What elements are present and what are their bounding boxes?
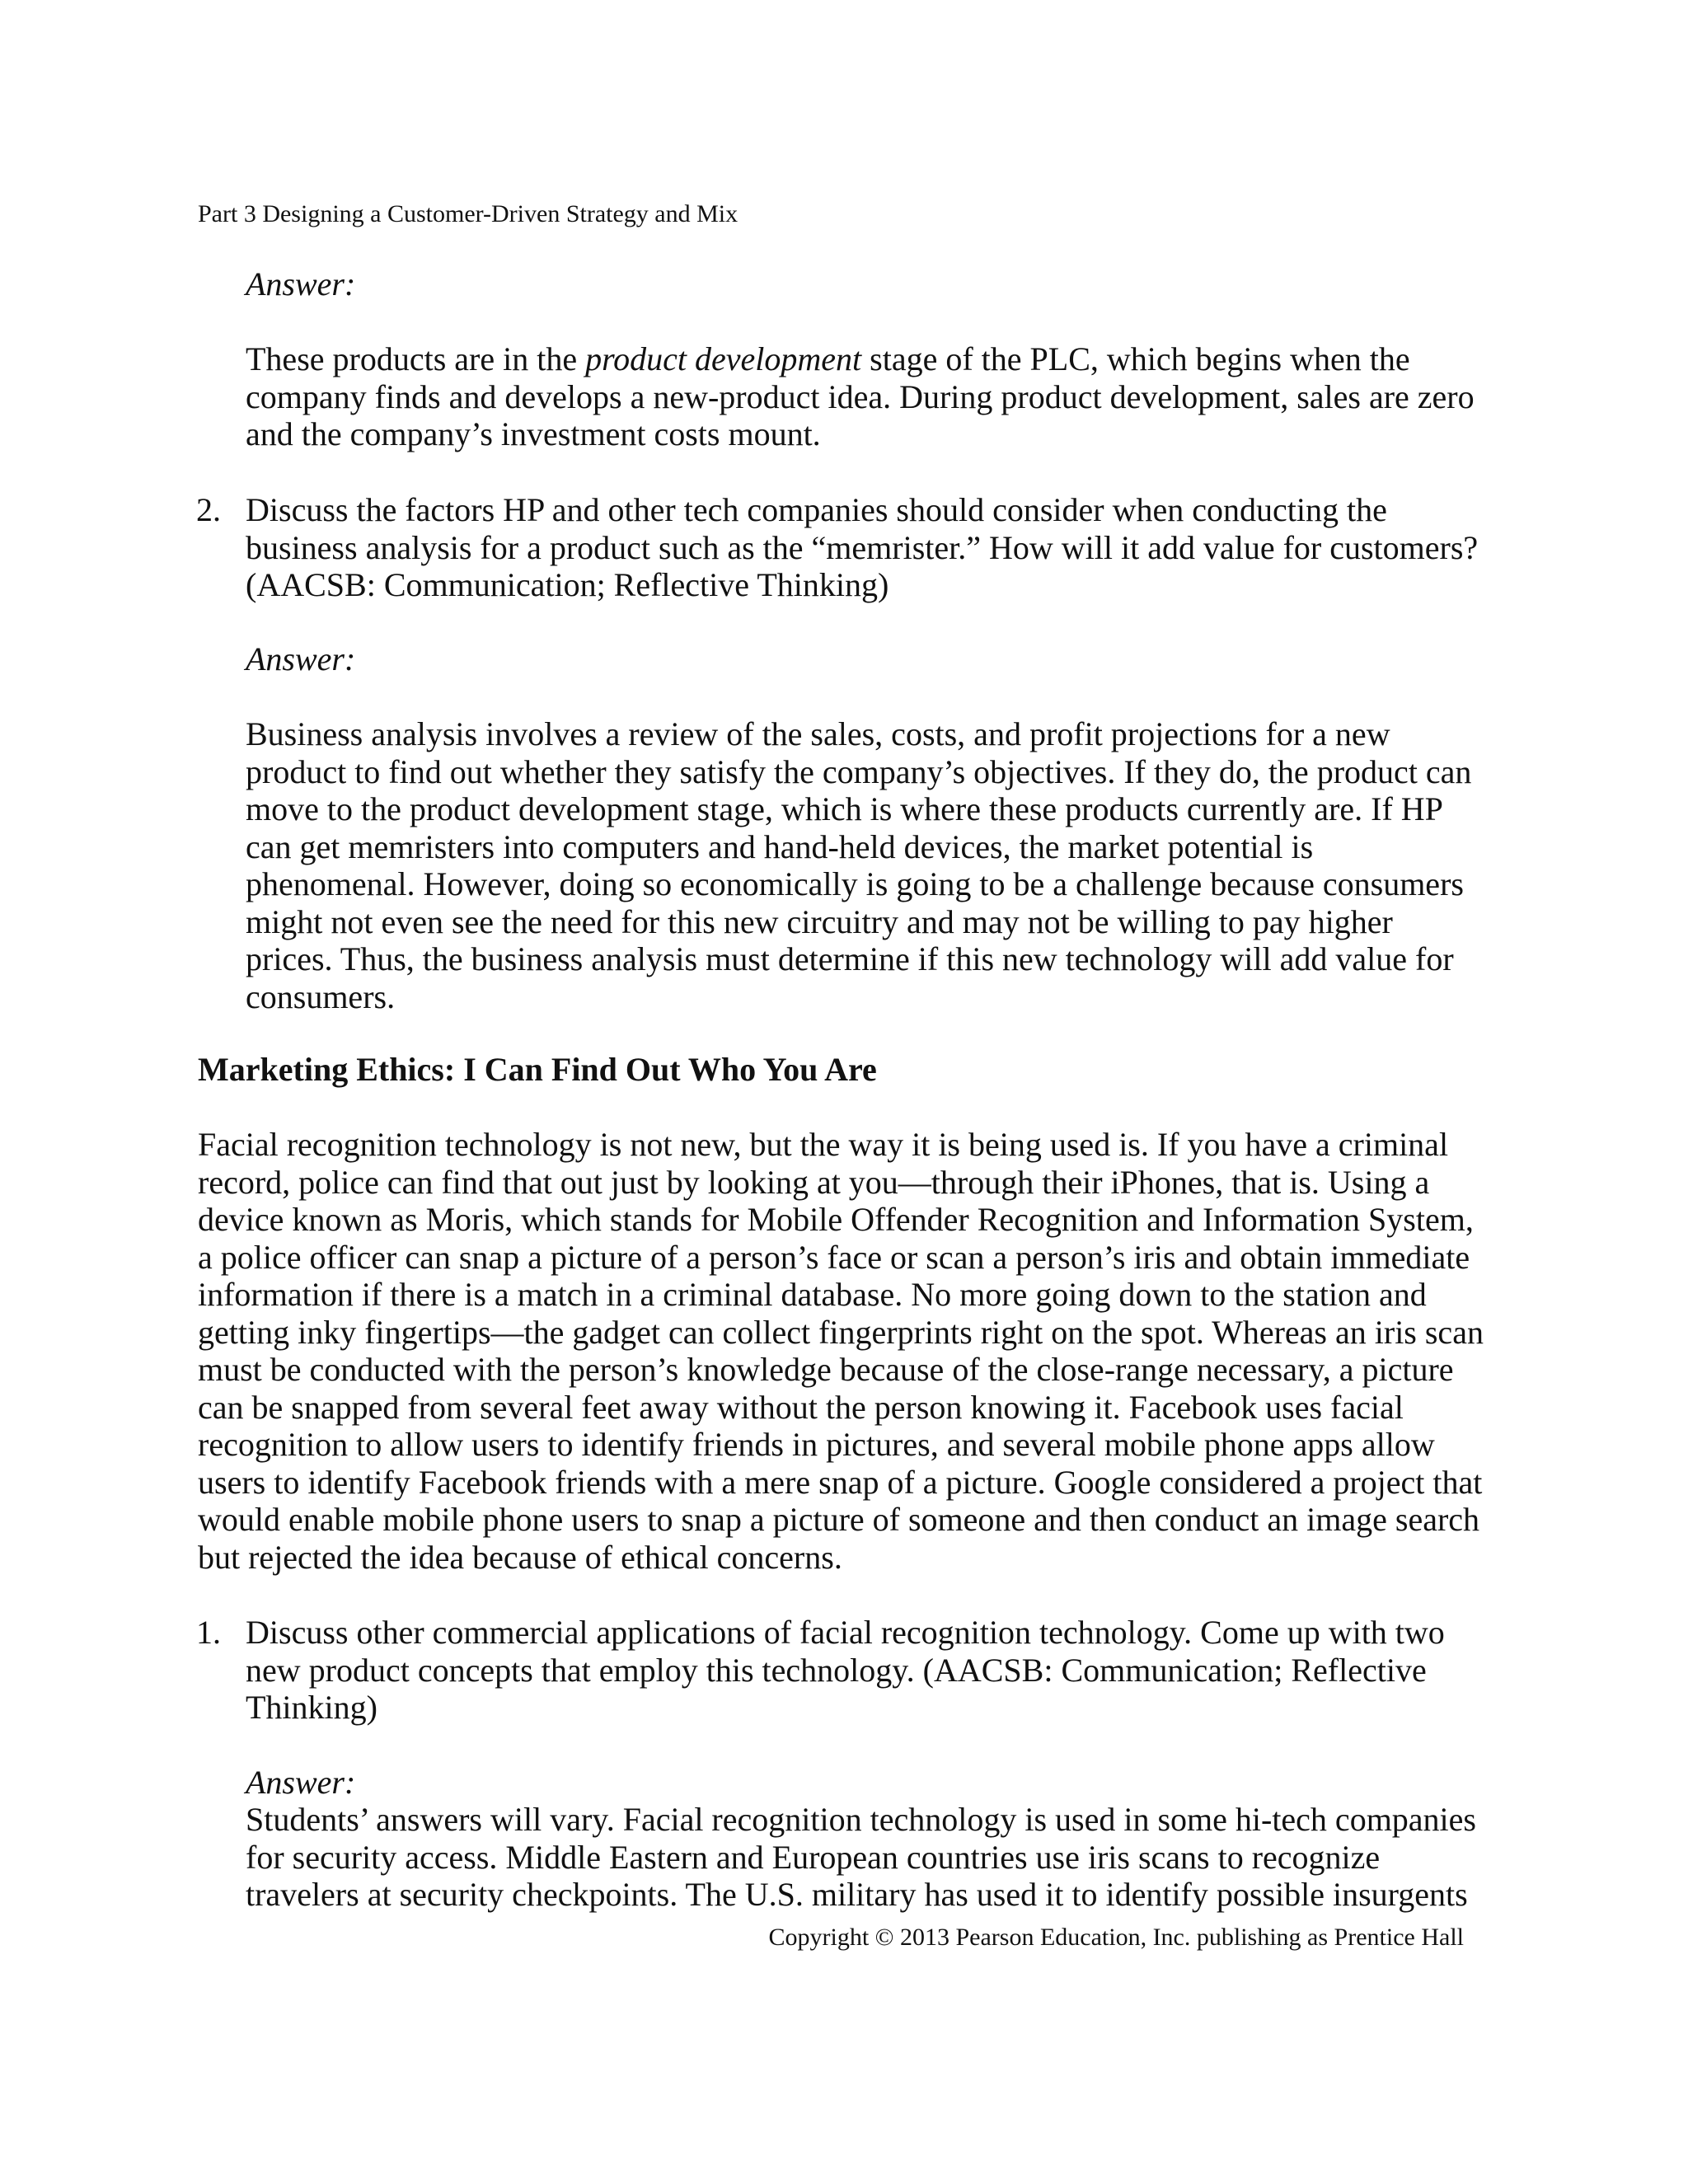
answer-label: Answer: bbox=[246, 1764, 356, 1801]
question-text-block bbox=[246, 1614, 1482, 1727]
answer-text-after: stage of the PLC, which begins when the company finds and develops a new-product idea. During product development, sales are zero and the company’s investment costs mount. bbox=[246, 340, 1475, 452]
section-heading: Marketing Ethics: I Can Find Out Who You Are bbox=[198, 1051, 877, 1088]
copyright-footer: Copyright © 2013 Pearson Education, Inc. publishing as Prentice Hall bbox=[768, 1924, 1464, 1951]
answer-label: Answer: bbox=[246, 640, 356, 677]
answer-text bbox=[246, 340, 1482, 453]
section-paragraph: Facial recognition technology is not new, but the way it is being used is. If you have a criminal record, police can find that out just by looking at you—through their iPhones, that is. Using a device known as Moris, which stands for Mobile Offender Recognition and Information System, a police officer can snap a picture of a person’s face or scan a person’s iris and obtain immediate information if there is a match in a criminal database. No more going down to the station and getting inky fingertips—the gadget can collect fingerprints right on the spot. Whereas an iris scan must be conducted with the person’s knowledge because of the close-range necessary, a picture can be snapped from several feet away without the person knowing it. Facebook uses facial recognition to allow users to identify friends in pictures, and several mobile phone apps allow users to identify Facebook friends with a mere snap of a picture. Google considered a project that would enable mobile phone users to snap a picture of someone and then conduct an image search but rejected the idea because of ethical concerns. bbox=[198, 1126, 1484, 1576]
section-paragraph-block bbox=[198, 1126, 1484, 1576]
answer-paragraph bbox=[246, 1801, 1482, 1914]
answer-paragraph bbox=[246, 340, 1482, 453]
question-number: 2. bbox=[196, 491, 221, 528]
answer-text: Students’ answers will vary. Facial recognition technology is used in some hi-tech companies for security access. Middle Eastern and European countries use iris scans to recognize travelers at security checkpoints. The U.S. military has used it to identify possible insurgents bbox=[246, 1801, 1476, 1913]
answer-label: Answer: bbox=[246, 265, 356, 302]
answer-paragraph bbox=[246, 715, 1482, 1015]
answer-text-before: These products are in the bbox=[246, 340, 586, 377]
emphasized-term: product development bbox=[585, 340, 862, 377]
running-header: Part 3 Designing a Customer-Driven Strategy and Mix bbox=[198, 200, 738, 227]
question-text: Discuss the factors HP and other tech companies should consider when conducting the business analysis for a product such as the “memrister.” How will it add value for customers? (AACSB: Communication; Reflective Thinking) bbox=[246, 491, 1479, 603]
question-text: Discuss other commercial applications of facial recognition technology. Come up with two new product concepts that employ this technology. (AACSB: Communication; Reflective Thinking) bbox=[246, 1614, 1445, 1726]
question-number: 1. bbox=[196, 1614, 221, 1651]
answer-text: Business analysis involves a review of the sales, costs, and profit projections for a new product to find out whether they satisfy the company’s objectives. If they do, the product can move to the product development stage, which is where these products currently are. If HP can get memristers into computers and hand-held devices, the market potential is phenomenal. However, doing so economically is going to be a challenge because consumers might not even see the need for this new circuitry and may not be willing to pay higher prices. Thus, the business analysis must determine if this new technology will add value for consumers. bbox=[246, 715, 1472, 1015]
question-text-block bbox=[246, 491, 1482, 604]
